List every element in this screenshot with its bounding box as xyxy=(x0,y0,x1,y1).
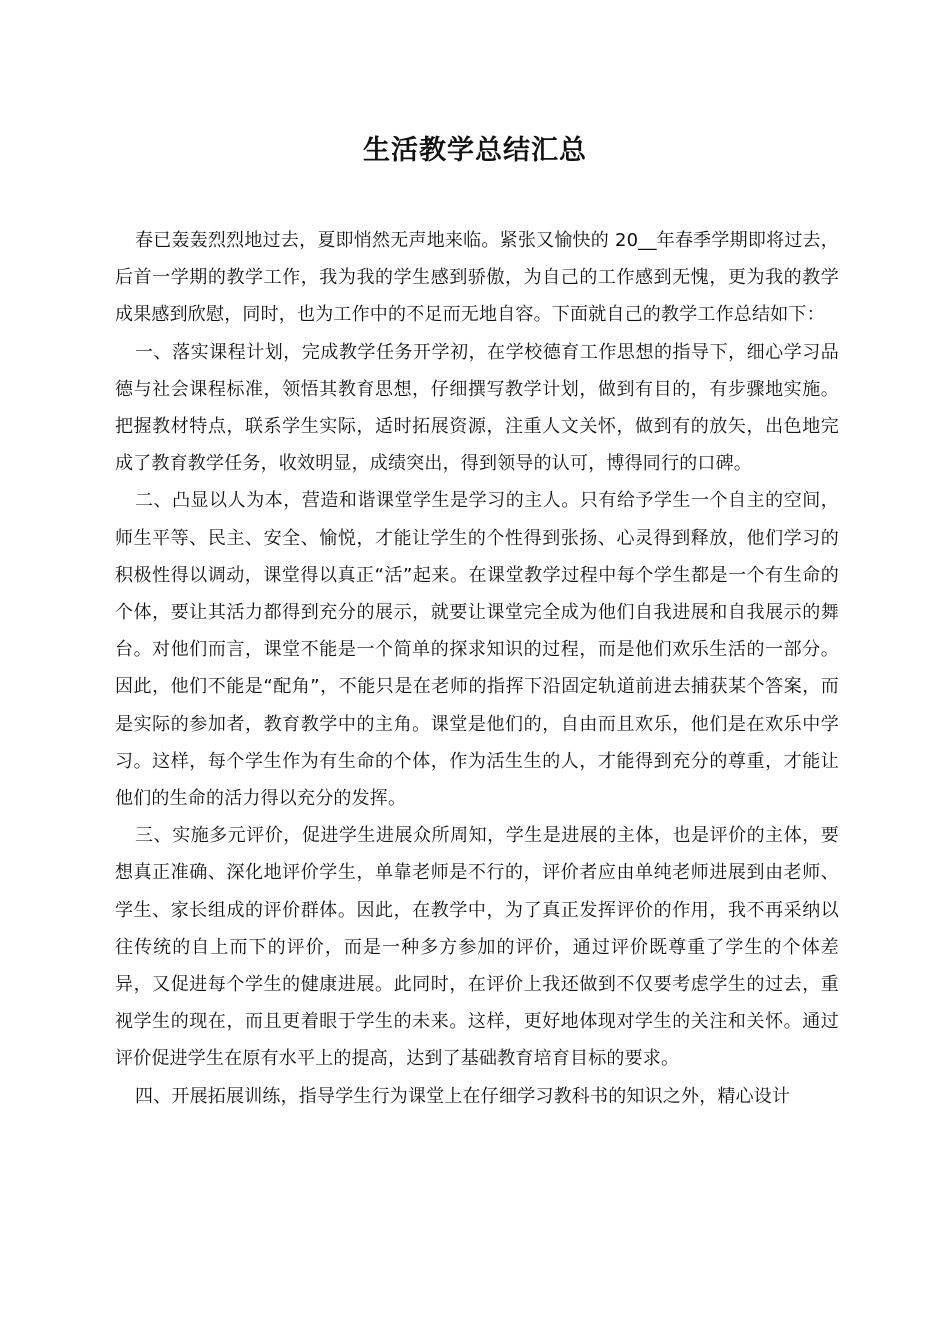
paragraph-section-1: 一、落实课程计划，完成教学任务开学初，在学校德育工作思想的指导下，细心学习品德与社会课程标准，领悟其教育思想，仔细撰写教学计划，做到有目的，有步骤地实施。把握教材特点，联系学生实际，适时拓展资源，注重人文关怀，做到有的放矢，出色地完成了教育教学任务，收效明显，成绩突出，得到领导的认可，博得同行的口碑。 xyxy=(115,341,839,475)
paragraph-section-3: 三、实施多元评价，促进学生进展众所周知，学生是进展的主体，也是评价的主体，要想真正准确、深化地评价学生，单靠老师是不行的，评价者应由单纯老师进展到由老师、学生、家长组成的评价群体。因此，在教学中，为了真正发挥评价的作用，我不再采纳以往传统的自上而下的评价，而是一种多方参加的评价，通过评价既尊重了学生的个体差异，又促进每个学生的健康进展。此同时，在评价上我还做到不仅要考虑学生的过去，重视学生的现在，而且更着眼于学生的未来。这样，更好地体现对学生的关注和关怀。通过评价促进学生在原有水平上的提高，达到了基础教育培育目标的要求。 xyxy=(115,825,839,1070)
paragraph-section-4: 四、开展拓展训练，指导学生行为课堂上在仔细学习教科书的知识之外，精心设计 xyxy=(135,1085,791,1107)
document-body xyxy=(115,222,839,1115)
paragraph-intro: 春已轰轰烈烈地过去，夏即悄然无声地来临。紧张又愉快的 20__年春季学期即将过去，后首一学期的教学工作，我为我的学生感到骄傲，为自己的工作感到无愧，更为我的教学成果感到欣慰，同时，也为工作中的不足而无地自容。下面就自己的教学工作总结如下： xyxy=(115,230,839,326)
document-title: 生活教学总结汇总 xyxy=(363,135,587,166)
paragraph-section-2: 二、凸显以人为本，营造和谐课堂学生是学习的主人。只有给予学生一个自主的空间，师生平等、民主、安全、愉悦，才能让学生的个性得到张扬、心灵得到释放，他们学习的积极性得以调动，课堂得以真正“活”起来。在课堂教学过程中每个学生都是一个有生命的个体，要让其活力都得到充分的展示，就要让课堂完全成为他们自我进展和自我展示的舞台。对他们而言，课堂不能是一个简单的探求知识的过程，而是他们欢乐生活的一部分。因此，他们不能是“配角”，不能只是在老师的指挥下沿固定轨道前进去捕获某个答案，而是实际的参加者，教育教学中的主角。课堂是他们的，自由而且欢乐，他们是在欢乐中学习。这样，每个学生作为有生命的个体，作为活生生的人，才能得到充分的尊重，才能让他们的生命的活力得以充分的发挥。 xyxy=(115,490,839,810)
